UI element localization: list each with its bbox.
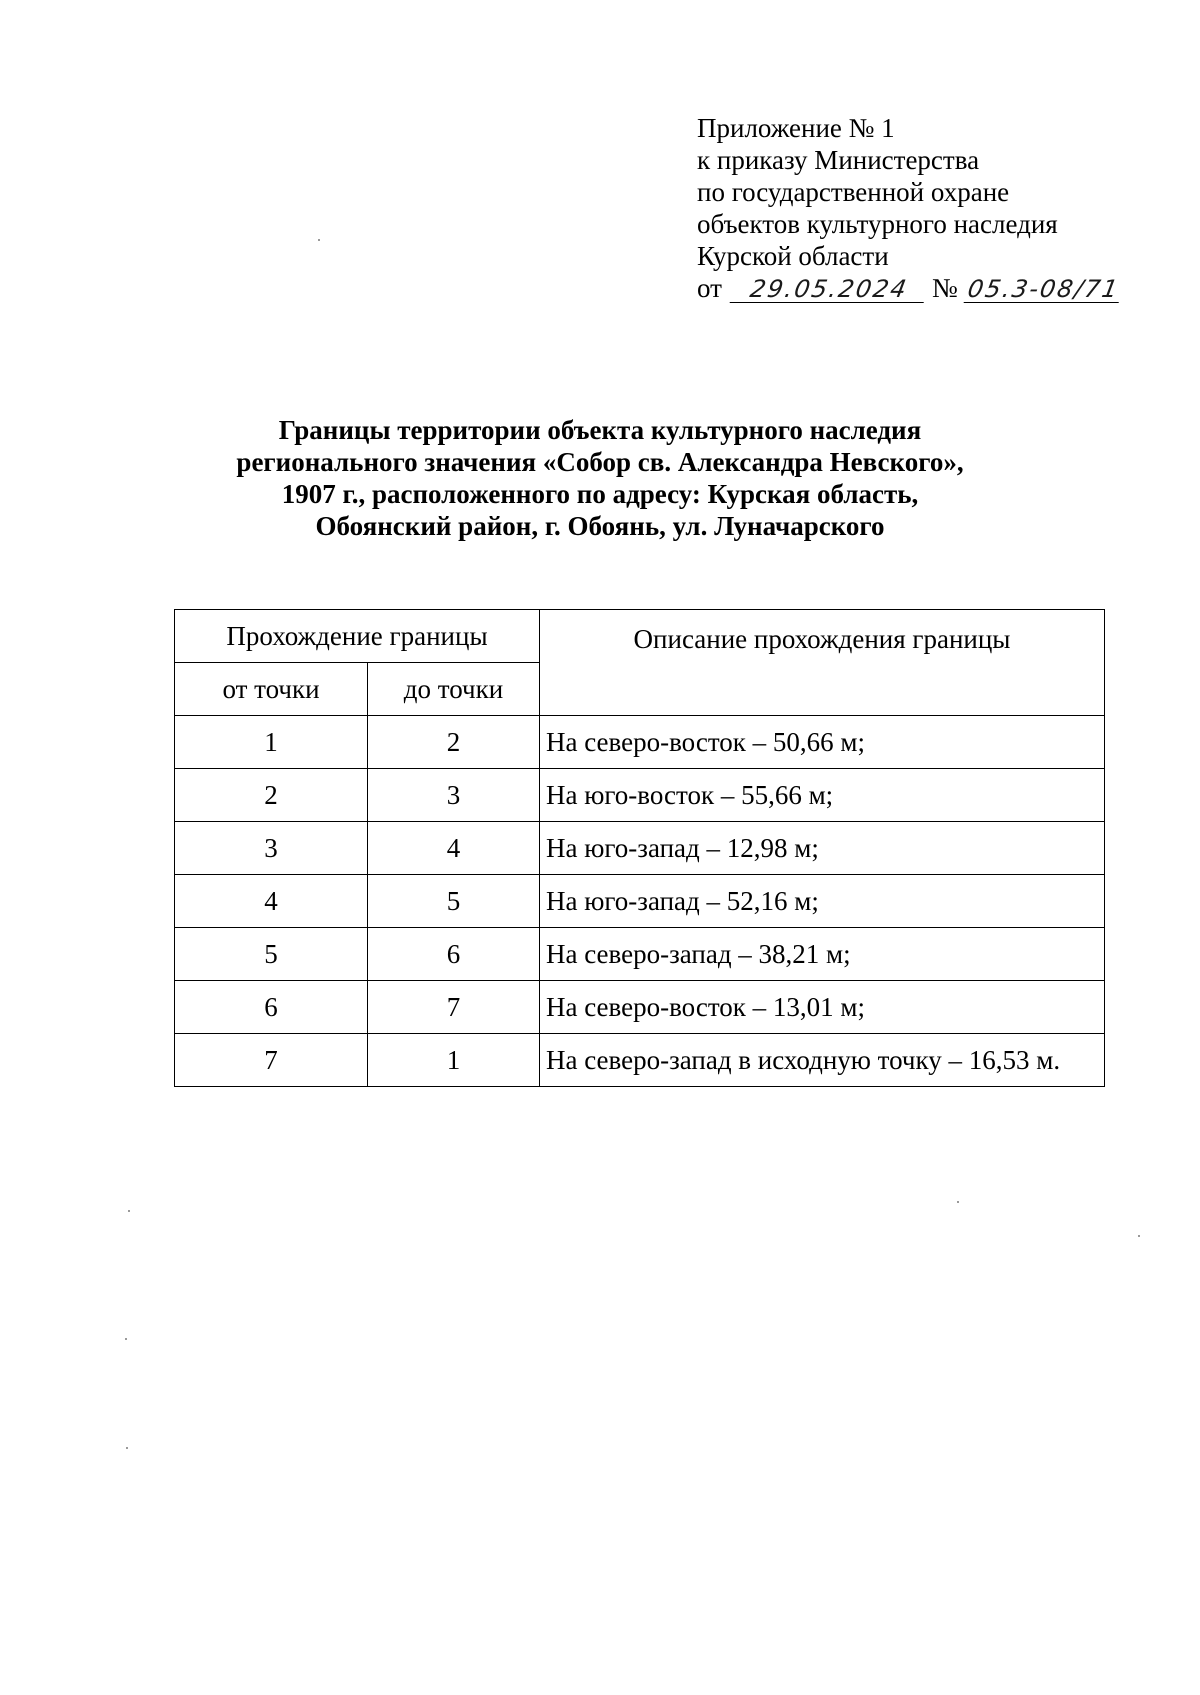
cell-to: 1 <box>368 1034 540 1087</box>
table-row <box>175 1034 1105 1087</box>
cell-to: 2 <box>368 716 540 769</box>
appendix-line: по государственной охране <box>697 177 1010 207</box>
boundary-table <box>174 609 1105 1087</box>
cell-to: 7 <box>368 981 540 1034</box>
date-prefix: от <box>697 273 722 303</box>
cell-description: На юго-запад – 52,16 м; <box>540 875 1105 928</box>
cell-to: 4 <box>368 822 540 875</box>
table-row <box>175 822 1105 875</box>
title-line: Обоянский район, г. Обоянь, ул. Луначарского <box>315 511 885 541</box>
appendix-line: объектов культурного наследия <box>697 209 1058 239</box>
cell-to: 3 <box>368 769 540 822</box>
scan-speck <box>1138 1235 1140 1237</box>
cell-description: На северо-восток – 50,66 м; <box>540 716 1105 769</box>
header-to-point: до точки <box>368 663 540 716</box>
cell-from: 6 <box>175 981 368 1034</box>
table-row <box>175 716 1105 769</box>
cell-description: На северо-запад в исходную точку – 16,53 м. <box>540 1034 1105 1087</box>
scan-speck <box>957 1201 959 1203</box>
title-line: регионального значения «Собор св. Александра Невского», <box>236 447 964 477</box>
appendix-line: Приложение № 1 <box>697 113 895 143</box>
document-title <box>100 414 1100 542</box>
cell-description: На юго-запад – 12,98 м; <box>540 822 1105 875</box>
header-description: Описание прохождения границы <box>540 610 1105 716</box>
scan-speck <box>126 1447 128 1449</box>
table-row <box>175 981 1105 1034</box>
cell-from: 4 <box>175 875 368 928</box>
cell-to: 5 <box>368 875 540 928</box>
scan-speck <box>318 239 320 241</box>
handwritten-number: 05.3-08/71 <box>965 275 1122 303</box>
appendix-line: Курской области <box>697 241 889 271</box>
scan-speck <box>125 1338 127 1340</box>
cell-to: 6 <box>368 928 540 981</box>
cell-from: 3 <box>175 822 368 875</box>
title-line: Границы территории объекта культурного наследия <box>278 415 922 445</box>
cell-from: 1 <box>175 716 368 769</box>
title-line: 1907 г., расположенного по адресу: Курская область, <box>281 479 919 509</box>
table-row <box>175 875 1105 928</box>
table-row <box>175 928 1105 981</box>
scan-speck <box>128 1210 130 1212</box>
table-row <box>175 769 1105 822</box>
order-date-number-line <box>697 272 1167 304</box>
cell-from: 2 <box>175 769 368 822</box>
cell-description: На северо-запад – 38,21 м; <box>540 928 1105 981</box>
cell-description: На северо-восток – 13,01 м; <box>540 981 1105 1034</box>
header-from-point: от точки <box>175 663 368 716</box>
appendix-line: к приказу Министерства <box>697 145 980 175</box>
header-passage: Прохождение границы <box>175 610 540 663</box>
cell-description: На юго-восток – 55,66 м; <box>540 769 1105 822</box>
number-prefix: № <box>931 273 958 303</box>
table-header-row <box>175 610 1105 663</box>
cell-from: 7 <box>175 1034 368 1087</box>
cell-from: 5 <box>175 928 368 981</box>
handwritten-date: 29.05.2024 <box>730 276 929 303</box>
appendix-header <box>697 112 1167 304</box>
